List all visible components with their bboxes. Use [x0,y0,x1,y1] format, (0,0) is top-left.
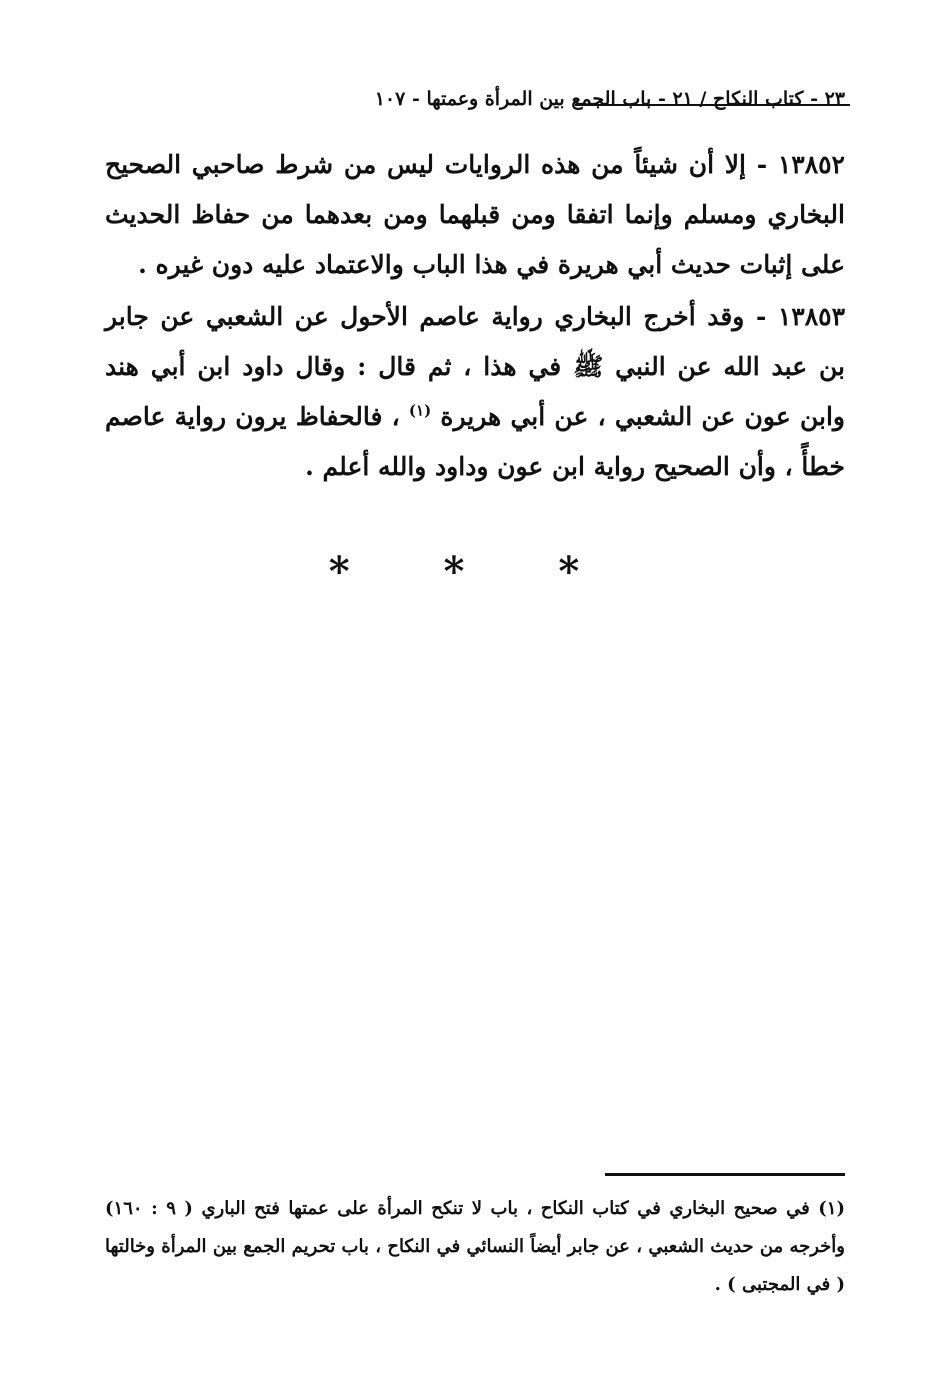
running-header [105,82,845,122]
paragraph-text: وقد أخرج البخاري رواية عاصم الأحول عن الشعبي عن جابر بن عبد الله عن النبي ﷺ في هذا ، ثم قال : وقال داود ابن أبي هند وابن عون عن الشعبي ، عن أبي هريرة [105,302,845,431]
entry-number: ١٣٨٥٢ - [756,150,845,179]
section-divider: * * * [328,548,620,595]
running-title: ٢٣ - كتاب النكاح / ٢١ - باب الجمع بين المرأة وعمتها - ١٠٧ [374,88,845,110]
footnote-reference[interactable]: (١) [408,401,432,420]
paragraph-text: إلا أن شيئاً من هذه الروايات ليس من شرط صاحبي الصحيح البخاري ومسلم وإنما اتفقا ومن قبلهما ومن بعدهما من حفاظ الحديث على إثبات حديث أبي هريرة في هذا الباب والاعتماد عليه دون غيره . [105,150,845,279]
footnote: (١) في صحيح البخاري في كتاب النكاح ، باب لا تنكح المرأة على عمتها فتح الباري ( ٩ : ١٦٠) وأخرجه من حديث الشعبي ، عن جابر أيضاً النسائي في النكاح ، باب تحريم الجمع بين المرأة وخالتها ( في المجتبى ) . [105,1198,845,1295]
paragraph-13853 [105,292,845,492]
paragraph-text-continued: ، فالحفاظ يرون رواية عاصم خطأً ، وأن الصحيح رواية ابن عون وداود والله أعلم . [105,402,845,481]
header-rule [575,104,850,106]
paragraph-13852 [105,140,845,290]
entry-number: ١٣٨٥٣ - [755,302,845,331]
footnote-rule [605,1173,845,1176]
